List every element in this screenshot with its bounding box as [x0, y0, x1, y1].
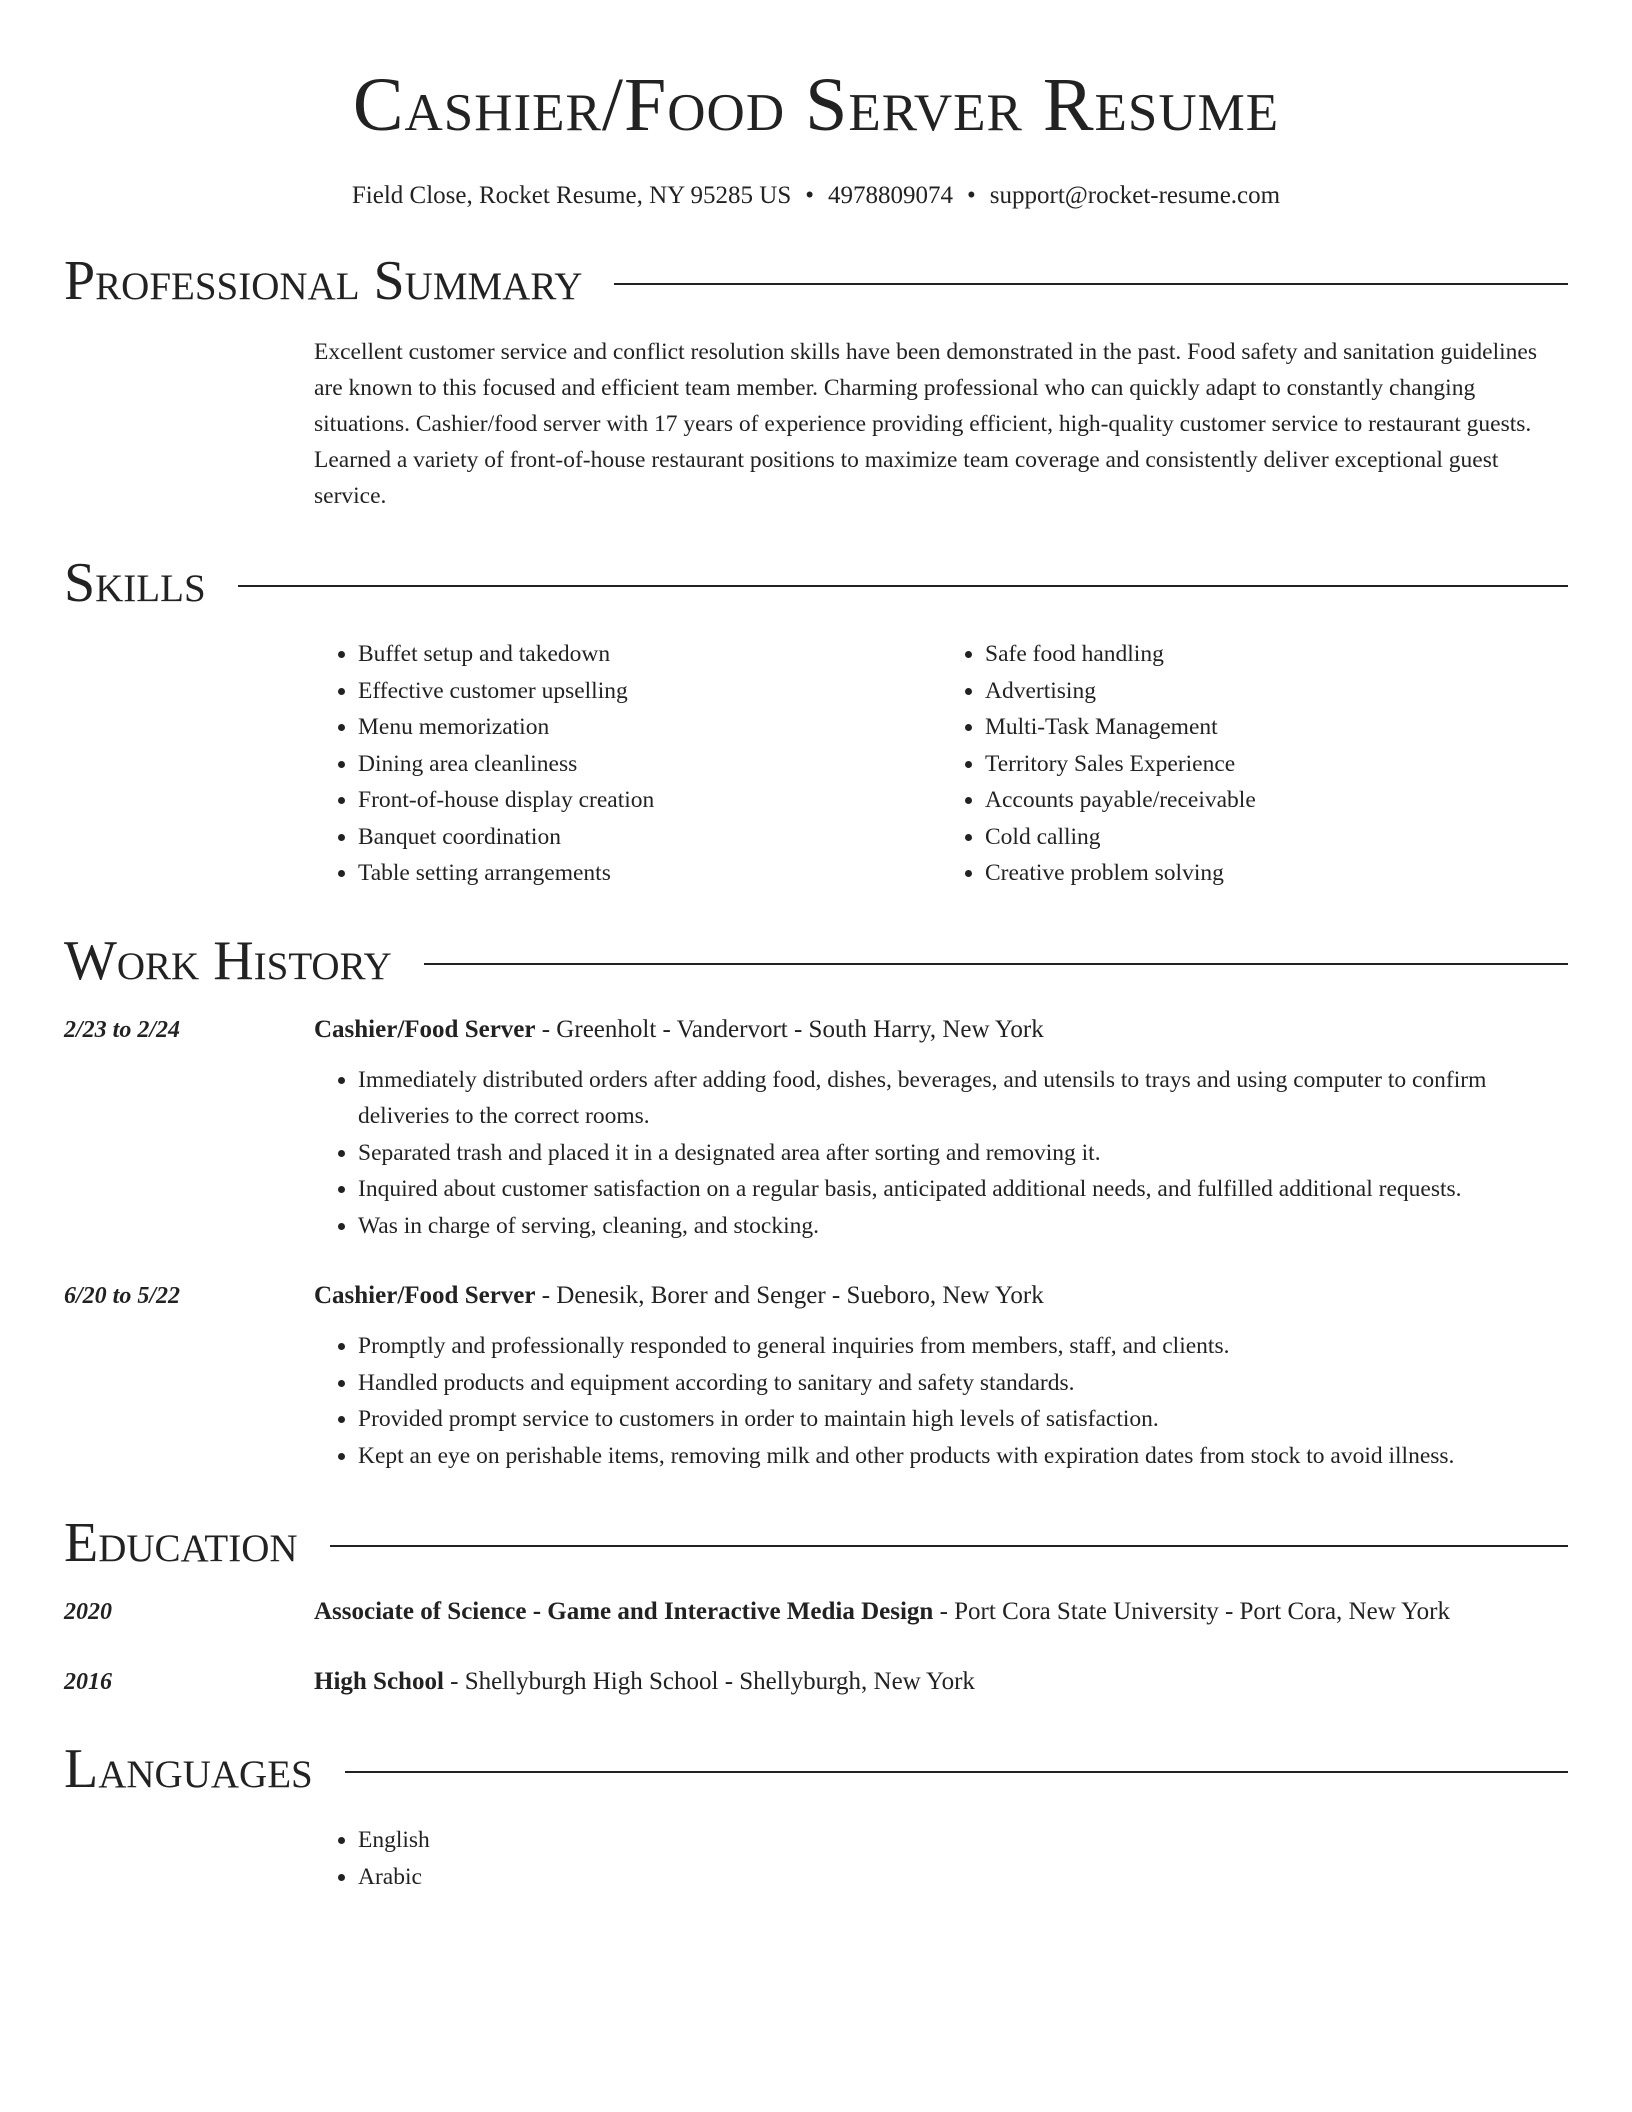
resume-name: Cashier/Food Server Resume — [352, 63, 1280, 147]
work-section-header — [64, 928, 1568, 994]
section-divider — [238, 585, 1568, 587]
job-bullet: • Immediately distributed orders after adding food, dishes, beverages, and utensils to trays and using computer to confirm deliveries to the correct rooms. — [358, 1062, 1568, 1135]
education-details: - Port Cora State University - Port Cora, New York — [933, 1598, 1450, 1625]
job-role: Cashier/Food Server — [314, 1282, 536, 1309]
language-item: • Arabic — [358, 1859, 1568, 1896]
job-bullet: • Provided prompt service to customers in order to maintain high levels of satisfaction. — [358, 1401, 1568, 1438]
summary-section-title: Professional Summary — [64, 250, 583, 312]
contact-separator: • — [805, 182, 815, 209]
job-dates: 6/20 to 5/22 — [64, 1283, 181, 1309]
work-section-title: Work History — [64, 929, 392, 992]
job-details: - Denesik, Borer and Senger - Sueboro, New York — [535, 1282, 1044, 1309]
section-divider — [330, 1545, 1568, 1547]
skill-item: • Buffet setup and takedown — [358, 636, 941, 673]
section-divider — [424, 963, 1568, 965]
job-bullet: • Handled products and equipment according to sanitary and safety standards. — [358, 1365, 1568, 1402]
education-entry — [64, 1594, 1568, 1630]
summary-text: Excellent customer service and conflict resolution skills have been demonstrated in the past. Food safety and sanitation guidelines are known to this focused and efficient team member. Charming professional who can quickly adapt to constantly changing situations. Cashier/food server with 17 years of experience providing efficient, high-quality customer service to restaurant guests. Learned a variety of front-of-house restaurant positions to maximize team coverage and consistently deliver exceptional guest service. — [314, 339, 1537, 509]
job-entry — [64, 1012, 1568, 1245]
skill-item: • Menu memorization — [358, 709, 941, 746]
skills-list — [314, 636, 1568, 892]
job-title-line — [314, 1278, 1044, 1314]
skill-item: • Banquet coordination — [358, 819, 941, 856]
job-bullet: • Was in charge of serving, cleaning, and stocking. — [358, 1208, 1568, 1245]
job-bullet: • Separated trash and placed it in a designated area after sorting and removing it. — [358, 1135, 1568, 1172]
job-entry — [64, 1278, 1568, 1474]
skill-item: • Cold calling — [985, 819, 1568, 856]
job-bullet: • Promptly and professionally responded to general inquiries from members, staff, and clients. — [358, 1328, 1568, 1365]
languages-section-header — [64, 1736, 1568, 1802]
skill-item: • Dining area cleanliness — [358, 746, 941, 783]
education-section-header — [64, 1510, 1568, 1576]
job-details: - Greenholt - Vandervort - South Harry, New York — [535, 1015, 1044, 1043]
job-dates: 2/23 to 2/24 — [64, 1016, 181, 1043]
job-bullets — [314, 1328, 1568, 1474]
skill-item: • Table setting arrangements — [358, 855, 941, 892]
job-bullet: • Kept an eye on perishable items, removing milk and other products with expiration dates from stock to avoid illness. — [358, 1438, 1568, 1475]
education-degree: Associate of Science - Game and Interactive Media Design — [314, 1598, 934, 1625]
language-item: • English — [358, 1822, 1568, 1859]
contact-phone: 4978809074 — [828, 182, 954, 209]
languages-section-title: Languages — [64, 1738, 313, 1800]
languages-list — [314, 1822, 1568, 1895]
skill-item: • Advertising — [985, 673, 1568, 710]
section-divider — [345, 1771, 1568, 1773]
skills-left-column — [314, 636, 941, 892]
skill-item: • Effective customer upselling — [358, 673, 941, 710]
section-divider — [614, 283, 1568, 285]
skills-section-header — [64, 550, 1568, 616]
job-title-line — [314, 1012, 1044, 1048]
skills-right-column — [941, 636, 1568, 892]
skill-item: • Accounts payable/receivable — [985, 782, 1568, 819]
skill-item: • Multi-Task Management — [985, 709, 1568, 746]
skill-item: • Front-of-house display creation — [358, 782, 941, 819]
education-year: 2020 — [64, 1599, 112, 1625]
contact-line — [64, 180, 1568, 212]
skill-item: • Territory Sales Experience — [985, 746, 1568, 783]
education-line — [314, 1664, 975, 1700]
contact-separator: • — [967, 182, 976, 209]
education-year: 2016 — [64, 1669, 112, 1695]
contact-email: support@rocket-resume.com — [989, 182, 1281, 209]
summary-section-header — [64, 248, 1568, 314]
skill-item: • Creative problem solving — [985, 855, 1568, 892]
education-section-title: Education — [64, 1512, 298, 1574]
education-details: - Shellyburgh High School - Shellyburgh, New York — [443, 1668, 975, 1695]
skill-item: • Safe food handling — [985, 636, 1568, 673]
skills-section-title: Skills — [64, 552, 206, 614]
job-bullet: • Inquired about customer satisfaction on a regular basis, anticipated additional needs, and fulfilled additional requests. — [358, 1171, 1568, 1208]
job-bullets — [314, 1062, 1568, 1245]
contact-address: Field Close, Rocket Resume, NY 95285 US — [351, 182, 792, 209]
education-degree: High School — [314, 1668, 444, 1695]
education-entry — [64, 1664, 1568, 1700]
job-role: Cashier/Food Server — [314, 1015, 536, 1043]
education-line — [314, 1594, 1450, 1630]
